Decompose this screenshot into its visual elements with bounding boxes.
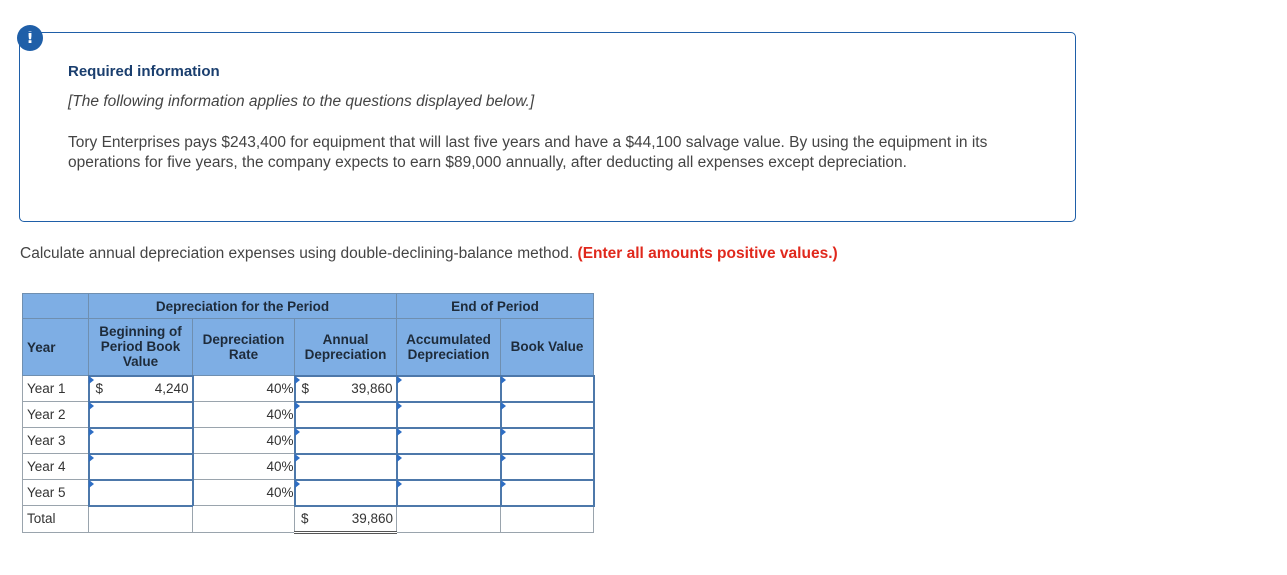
beginning-book-value-input[interactable] xyxy=(89,454,193,480)
cell-value: 4,240 xyxy=(154,381,189,396)
total-label: Total xyxy=(23,506,89,533)
year-cell: Year 2 xyxy=(23,402,89,428)
beginning-header: Beginning of Period Book Value xyxy=(89,319,193,376)
depreciation-table xyxy=(22,293,595,534)
accumulated-depreciation-input[interactable] xyxy=(397,428,501,454)
annual-depreciation-input[interactable] xyxy=(295,402,397,428)
info-note: [The following information applies to the questions displayed below.] xyxy=(68,93,535,110)
currency-symbol: $ xyxy=(95,381,104,396)
table-row xyxy=(23,402,594,428)
rate-cell: 40% xyxy=(193,402,295,428)
total-annual-depreciation xyxy=(295,506,397,533)
year-cell: Year 3 xyxy=(23,428,89,454)
table-row xyxy=(23,428,594,454)
accumulated-header: Accumulated Depreciation xyxy=(397,319,501,376)
info-body: Tory Enterprises pays $243,400 for equipment that will last five years and have a $44,100 salvage value. By using the equipment in its operations for five years, the company expects to earn $89,000 annually, after deducting all expenses except depreciation. xyxy=(68,134,988,171)
instruction-text: Calculate annual depreciation expenses using double-declining-balance method. xyxy=(20,245,574,262)
annual-header: Annual Depreciation xyxy=(295,319,397,376)
end-group-header: End of Period xyxy=(397,294,594,319)
instruction-note: (Enter all amounts positive values.) xyxy=(577,245,838,262)
beginning-book-value-input[interactable] xyxy=(89,376,193,402)
book-value-input[interactable] xyxy=(501,376,594,402)
beginning-book-value-input[interactable] xyxy=(89,480,193,506)
cell-value: 39,860 xyxy=(351,381,393,396)
book-value-input[interactable] xyxy=(501,428,594,454)
year-header: Year xyxy=(23,319,89,376)
currency-symbol: $ xyxy=(301,511,309,526)
beginning-book-value-input[interactable] xyxy=(89,428,193,454)
info-title: Required information xyxy=(68,63,220,80)
book-value-header: Book Value xyxy=(501,319,594,376)
currency-symbol: $ xyxy=(301,381,310,396)
annual-depreciation-input[interactable] xyxy=(295,454,397,480)
blank-header xyxy=(23,294,89,319)
book-value-input[interactable] xyxy=(501,454,594,480)
rate-cell: 40% xyxy=(193,428,295,454)
alert-icon: ! xyxy=(17,25,43,51)
empty-cell xyxy=(501,506,594,533)
total-row xyxy=(23,506,594,533)
accumulated-depreciation-input[interactable] xyxy=(397,402,501,428)
rate-cell: 40% xyxy=(193,376,295,402)
table-row xyxy=(23,480,594,506)
accumulated-depreciation-input[interactable] xyxy=(397,376,501,402)
instruction xyxy=(20,245,838,263)
empty-cell xyxy=(397,506,501,533)
book-value-input[interactable] xyxy=(501,402,594,428)
annual-depreciation-input[interactable] xyxy=(295,428,397,454)
accumulated-depreciation-input[interactable] xyxy=(397,454,501,480)
table-row xyxy=(23,454,594,480)
year-cell: Year 1 xyxy=(23,376,89,402)
period-group-header: Depreciation for the Period xyxy=(89,294,397,319)
table-row xyxy=(23,376,594,402)
year-cell: Year 4 xyxy=(23,454,89,480)
year-cell: Year 5 xyxy=(23,480,89,506)
book-value-input[interactable] xyxy=(501,480,594,506)
required-information-panel xyxy=(19,32,1076,222)
accumulated-depreciation-input[interactable] xyxy=(397,480,501,506)
annual-depreciation-input[interactable] xyxy=(295,480,397,506)
rate-header: Depreciation Rate xyxy=(193,319,295,376)
empty-cell xyxy=(89,506,193,533)
beginning-book-value-input[interactable] xyxy=(89,402,193,428)
rate-cell: 40% xyxy=(193,454,295,480)
empty-cell xyxy=(193,506,295,533)
cell-value: 39,860 xyxy=(351,511,393,526)
annual-depreciation-input[interactable] xyxy=(295,376,397,402)
rate-cell: 40% xyxy=(193,480,295,506)
